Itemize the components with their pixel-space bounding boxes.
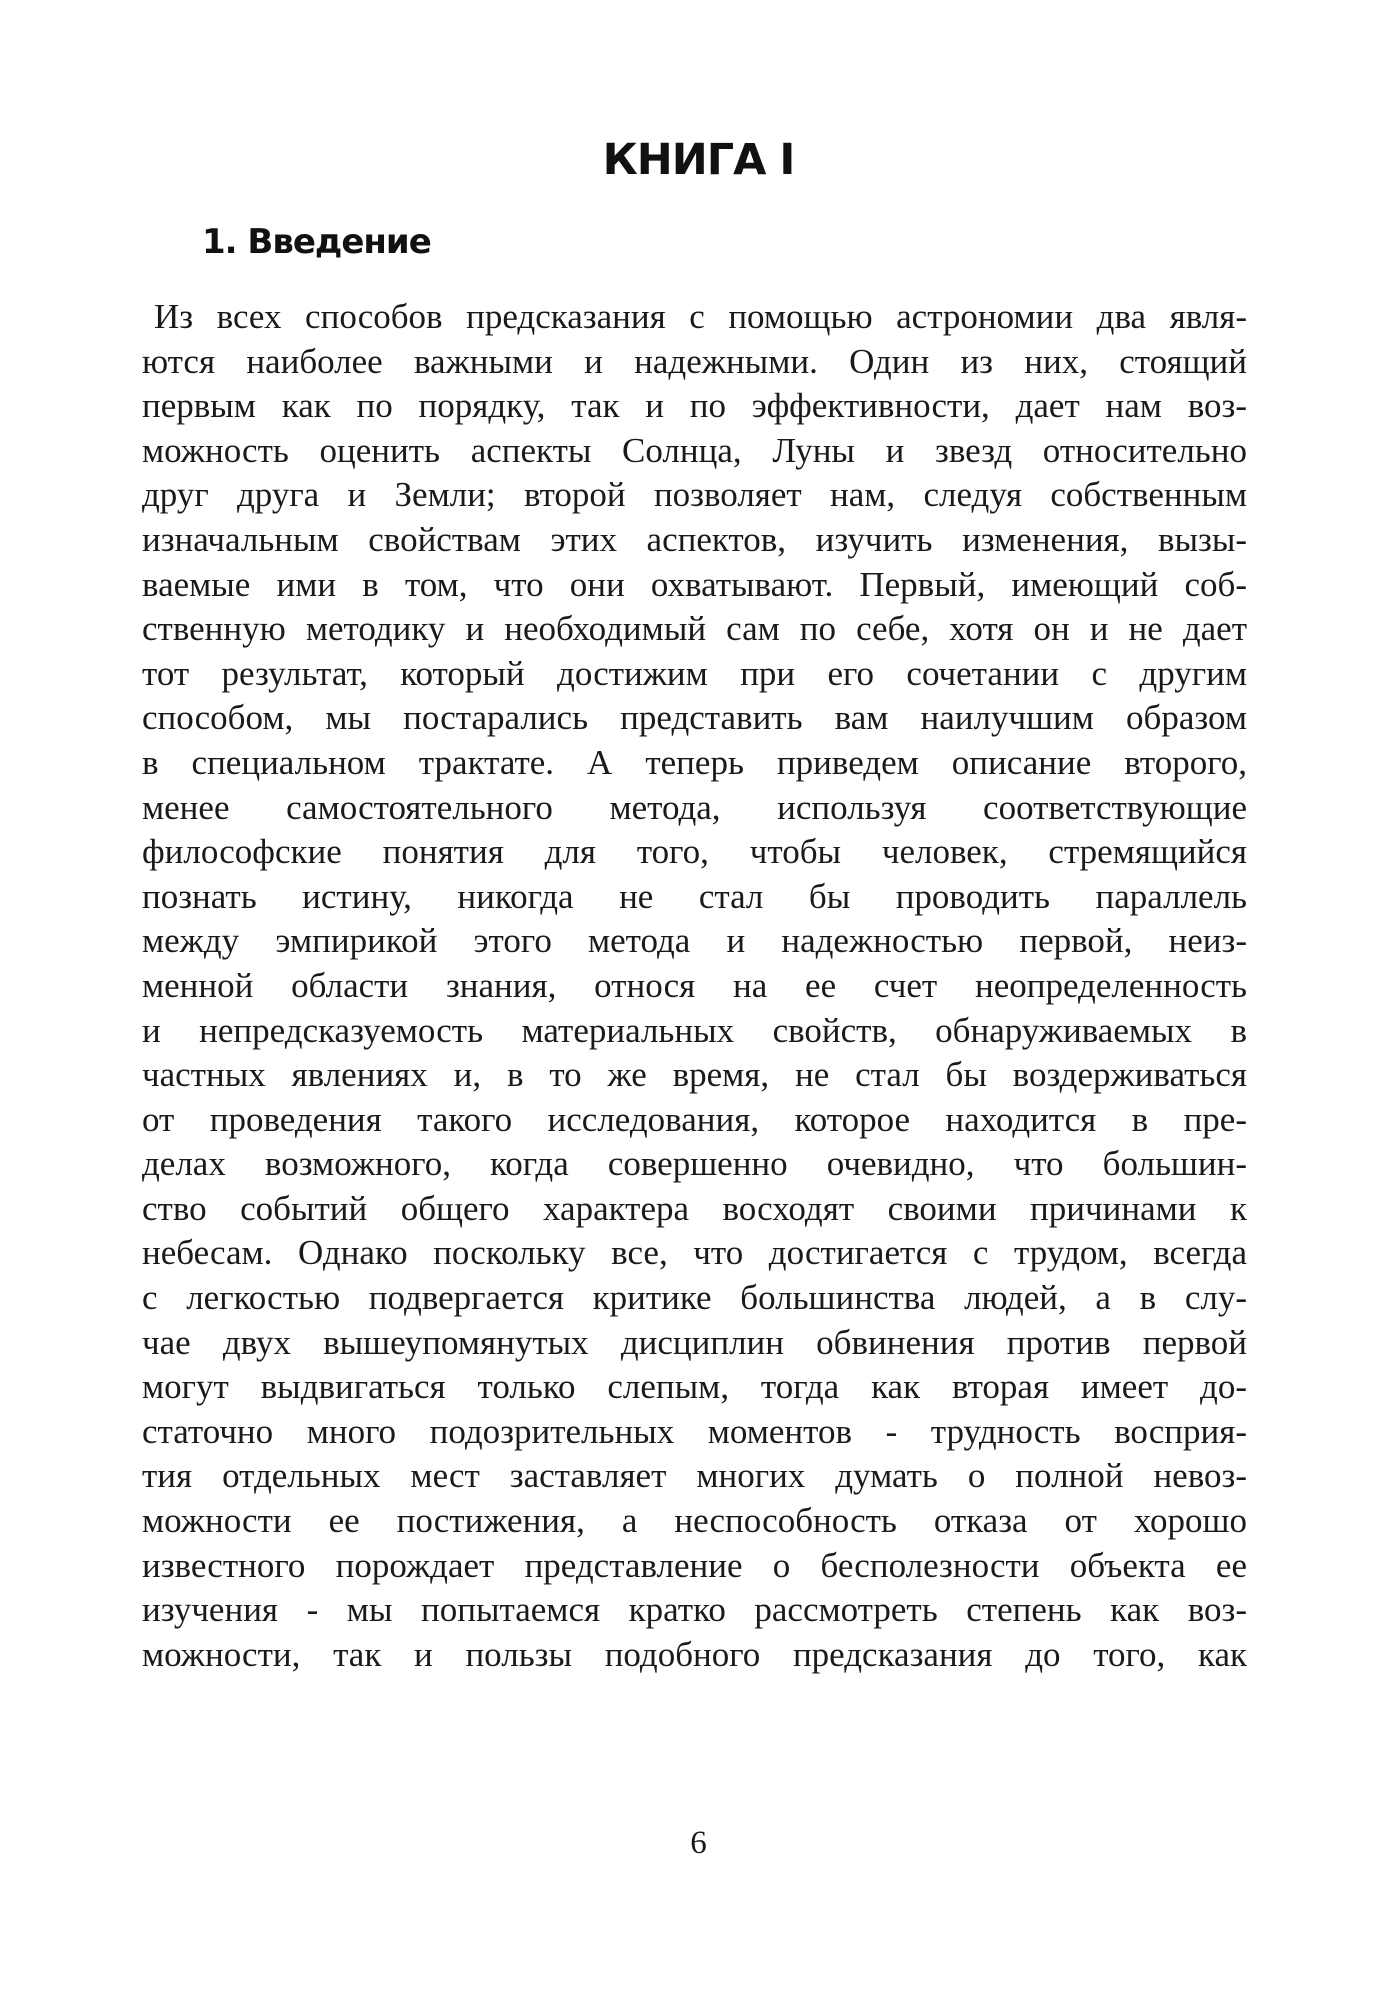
text-line: и непредсказуемость материальных свойств, обнаруживаемых в xyxy=(142,1010,1247,1050)
text-line: способом, мы постарались представить вам наилучшим образом xyxy=(142,698,1247,738)
text-line: изначальным свойствам этих аспектов, изучить изменения, вызы- xyxy=(142,519,1247,559)
text-line: с легкостью подвергается критике большинства людей, а в слу- xyxy=(142,1278,1247,1318)
text-line: тия отдельных мест заставляет многих думать о полной невоз- xyxy=(142,1456,1247,1496)
text-line: ство событий общего характера восходят своими причинами к xyxy=(142,1188,1247,1228)
text-line: можности, так и пользы подобного предсказания до того, как xyxy=(142,1634,1247,1674)
text-line: изучения - мы попытаемся кратко рассмотреть степень как воз- xyxy=(142,1590,1247,1630)
text-line: менной области знания, относя на ее счет неопределенность xyxy=(142,965,1247,1005)
text-line: философские понятия для того, чтобы человек, стремящийся xyxy=(142,832,1247,872)
text-line: можность оценить аспекты Солнца, Луны и звезд относительно xyxy=(142,430,1247,470)
text-line: между эмпирикой этого метода и надежностью первой, неиз- xyxy=(142,921,1247,961)
body-text xyxy=(142,295,1247,1677)
text-line: могут выдвигаться только слепым, тогда как вторая имеет до- xyxy=(142,1367,1247,1407)
book-title: КНИГА I xyxy=(602,135,795,185)
text-line: менее самостоятельного метода, используя соответствующие xyxy=(142,787,1247,827)
text-line: от проведения такого исследования, которое находится в пре- xyxy=(142,1099,1247,1139)
text-line: в специальном трактате. А теперь приведем описание второго, xyxy=(142,742,1247,782)
section-heading: 1. Введение xyxy=(202,222,431,262)
text-line: первым как по порядку, так и по эффективности, дает нам воз- xyxy=(142,386,1247,426)
text-line: можности ее постижения, а неспособность отказа от хорошо xyxy=(142,1501,1247,1541)
page-number: 6 xyxy=(690,1825,707,1861)
text-line: друг друга и Земли; второй позволяет нам, следуя собственным xyxy=(142,475,1247,515)
text-line: ственную методику и необходимый сам по себе, хотя он и не дает xyxy=(142,609,1247,649)
text-line: небесам. Однако поскольку все, что достигается с трудом, всегда xyxy=(142,1233,1247,1273)
text-line: ются наиболее важными и надежными. Один из них, стоящий xyxy=(142,341,1247,381)
text-line: известного порождает представление о бесполезности объекта ее xyxy=(142,1545,1247,1585)
text-line: ваемые ими в том, что они охватывают. Первый, имеющий соб- xyxy=(142,564,1247,604)
text-line: чае двух вышеупомянутых дисциплин обвинения против первой xyxy=(142,1322,1247,1362)
text-line: делах возможного, когда совершенно очевидно, что большин- xyxy=(142,1144,1247,1184)
text-line: частных явлениях и, в то же время, не стал бы воздерживаться xyxy=(142,1055,1247,1095)
text-line: Из всех способов предсказания с помощью астрономии два явля- xyxy=(154,297,1247,336)
text-line: познать истину, никогда не стал бы проводить параллель xyxy=(142,876,1247,916)
text-line: статочно много подозрительных моментов - трудность восприя- xyxy=(142,1411,1247,1451)
text-line: тот результат, который достижим при его сочетании с другим xyxy=(142,653,1247,693)
